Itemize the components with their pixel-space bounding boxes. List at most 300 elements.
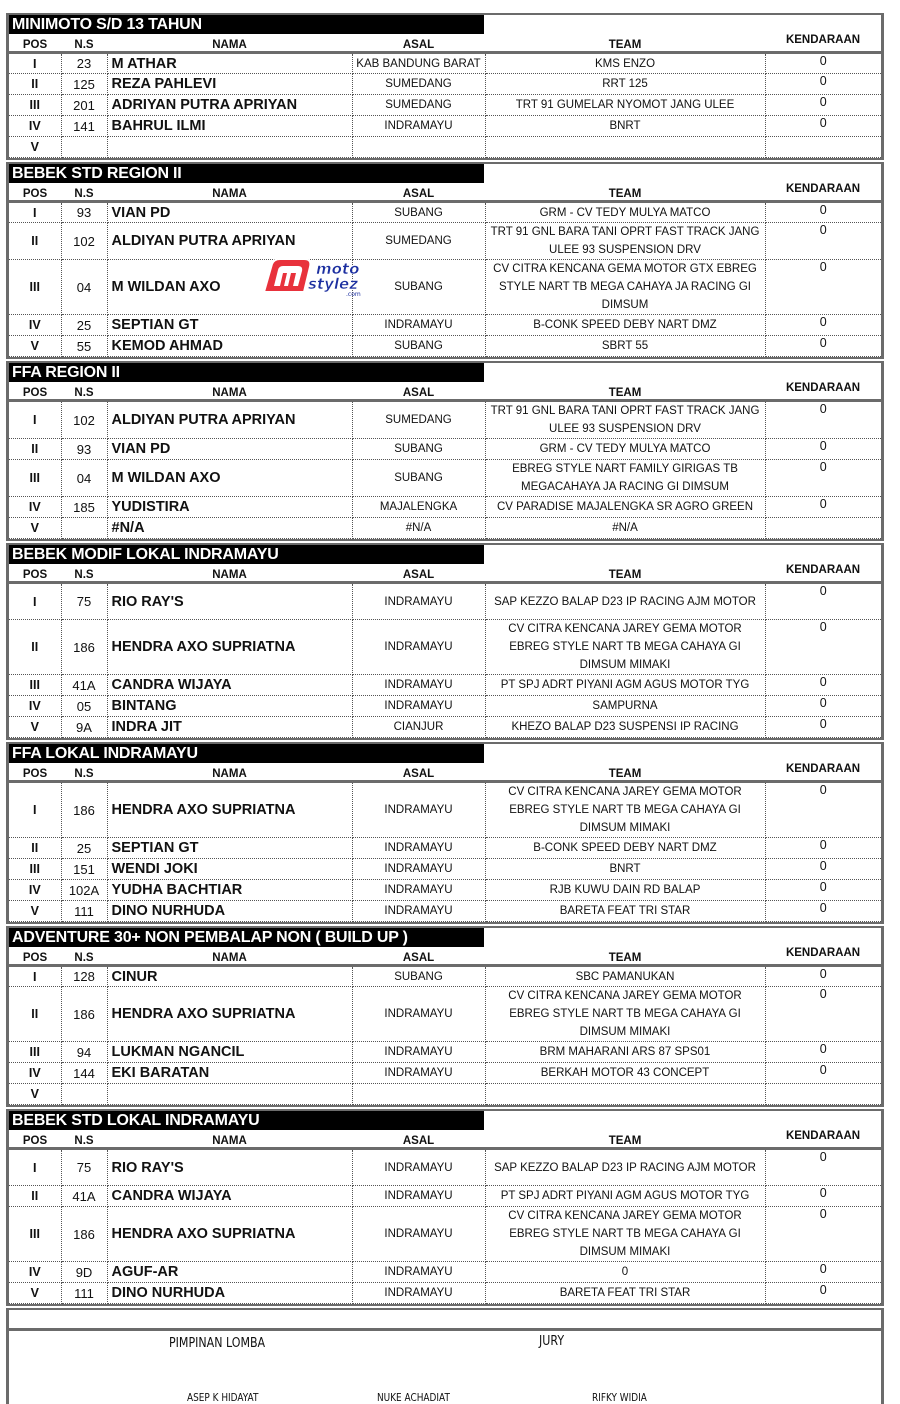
watermark-suffix: .com: [346, 291, 361, 298]
cell-nama: HENDRA AXO SUPRIATNA: [107, 620, 352, 675]
cell-kendaraan: 0: [765, 583, 881, 620]
cell-nama: ALDIYAN PUTRA APRIYAN: [107, 223, 352, 260]
cell-asal: INDRAMAYU: [352, 859, 485, 880]
cell-team: RJB KUWU DAIN RD BALAP: [485, 880, 765, 901]
cell-team: CV CITRA KENCANA JAREY GEMA MOTOR EBREG STYLE NART TB MEGA CAHAYA GI DIMSUM MIMAKI: [485, 782, 765, 838]
result-row: [9, 53, 881, 74]
result-row: [9, 315, 881, 336]
column-header-nama: NAMA: [107, 564, 352, 583]
result-row: [9, 987, 881, 1042]
cell-team: EBREG STYLE NART FAMILY GIRIGAS TB MEGACAHAYA JA RACING GI DIMSUM: [485, 460, 765, 497]
cell-kendaraan: 0: [765, 782, 881, 838]
cell-asal: INDRAMAYU: [352, 880, 485, 901]
column-header-kendaraan: KENDARAAN: [765, 183, 881, 202]
cell-asal: INDRAMAYU: [352, 583, 485, 620]
cell-pos: II: [9, 838, 61, 859]
cell-asal: [352, 137, 485, 158]
cell-asal: SUBANG: [352, 439, 485, 460]
column-header-asal: ASAL: [352, 34, 485, 53]
cell-ns: 186: [61, 987, 107, 1042]
cell-pos: II: [9, 1186, 61, 1207]
cell-asal: SUBANG: [352, 460, 485, 497]
race-class-section: [6, 361, 884, 541]
cell-asal: SUMEDANG: [352, 95, 485, 116]
cell-kendaraan: 0: [765, 1042, 881, 1063]
cell-pos: V: [9, 717, 61, 738]
cell-asal: #N/A: [352, 518, 485, 539]
cell-pos: II: [9, 987, 61, 1042]
cell-ns: 201: [61, 95, 107, 116]
cell-kendaraan: 0: [765, 966, 881, 987]
cell-nama: HENDRA AXO SUPRIATNA: [107, 782, 352, 838]
motostylez-watermark-logo: [258, 254, 378, 298]
result-row: [9, 901, 881, 922]
cell-ns: 41A: [61, 1186, 107, 1207]
section-header: [9, 363, 881, 382]
cell-kendaraan: 0: [765, 859, 881, 880]
cell-nama: YUDHA BACHTIAR: [107, 880, 352, 901]
cell-team: B-CONK SPEED DEBY NART DMZ: [485, 315, 765, 336]
cell-asal: INDRAMAYU: [352, 987, 485, 1042]
section-title: BEBEK MODIF LOKAL INDRAMAYU: [9, 545, 484, 564]
cell-asal: MAJALENGKA: [352, 497, 485, 518]
cell-ns: 04: [61, 460, 107, 497]
cell-pos: IV: [9, 1063, 61, 1084]
section-title: BEBEK STD REGION II: [9, 164, 484, 183]
cell-pos: II: [9, 620, 61, 675]
column-header-ns: N.S: [61, 382, 107, 401]
jury-label: JURY: [539, 1334, 565, 1349]
cell-asal: INDRAMAYU: [352, 1042, 485, 1063]
cell-asal: CIANJUR: [352, 717, 485, 738]
cell-nama: BAHRUL ILMI: [107, 116, 352, 137]
watermark-line1: moto: [316, 260, 360, 278]
result-row: [9, 518, 881, 539]
cell-pos: I: [9, 53, 61, 74]
section-title: BEBEK STD LOKAL INDRAMAYU: [9, 1111, 484, 1130]
cell-nama: AGUF-AR: [107, 1262, 352, 1283]
signatory-3: RIFKY WIDIA: [592, 1392, 647, 1404]
cell-asal: INDRAMAYU: [352, 620, 485, 675]
cell-nama: [107, 137, 352, 158]
cell-kendaraan: 0: [765, 260, 881, 315]
cell-asal: [352, 1084, 485, 1105]
cell-pos: III: [9, 95, 61, 116]
cell-ns: 151: [61, 859, 107, 880]
cell-team: BRM MAHARANI ARS 87 SPS01: [485, 1042, 765, 1063]
cell-kendaraan: 0: [765, 315, 881, 336]
cell-asal: INDRAMAYU: [352, 1262, 485, 1283]
cell-nama: KEMOD AHMAD: [107, 336, 352, 357]
column-header-pos: POS: [9, 763, 61, 782]
pimpinan-lomba-label: PIMPINAN LOMBA: [169, 1336, 266, 1351]
cell-team: CV CITRA KENCANA JAREY GEMA MOTOR EBREG STYLE NART TB MEGA CAHAYA GI DIMSUM MIMAKI: [485, 1207, 765, 1262]
column-header-row: [9, 382, 881, 401]
cell-ns: 23: [61, 53, 107, 74]
column-header-ns: N.S: [61, 34, 107, 53]
column-header-ns: N.S: [61, 1130, 107, 1149]
cell-kendaraan: 0: [765, 1283, 881, 1304]
column-header-row: [9, 1130, 881, 1149]
cell-team: BERKAH MOTOR 43 CONCEPT: [485, 1063, 765, 1084]
cell-pos: III: [9, 260, 61, 315]
cell-nama: VIAN PD: [107, 439, 352, 460]
cell-pos: V: [9, 1283, 61, 1304]
result-row: [9, 95, 881, 116]
result-row: [9, 1283, 881, 1304]
cell-kendaraan: [765, 518, 881, 539]
results-table: [9, 564, 881, 738]
cell-kendaraan: 0: [765, 95, 881, 116]
cell-asal: SUMEDANG: [352, 401, 485, 439]
column-header-team: TEAM: [485, 183, 765, 202]
cell-team: 0: [485, 1262, 765, 1283]
cell-ns: 41A: [61, 675, 107, 696]
cell-ns: 75: [61, 583, 107, 620]
cell-kendaraan: 0: [765, 74, 881, 95]
cell-asal: INDRAMAYU: [352, 838, 485, 859]
section-header: [9, 928, 881, 947]
cell-kendaraan: 0: [765, 987, 881, 1042]
cell-ns: 94: [61, 1042, 107, 1063]
cell-pos: III: [9, 859, 61, 880]
cell-kendaraan: 0: [765, 497, 881, 518]
column-header-pos: POS: [9, 947, 61, 966]
results-table: [9, 34, 881, 158]
cell-ns: 9D: [61, 1262, 107, 1283]
cell-asal: INDRAMAYU: [352, 116, 485, 137]
race-class-section: [6, 543, 884, 740]
cell-team: KHEZO BALAP D23 SUSPENSI IP RACING: [485, 717, 765, 738]
race-class-section: [6, 1109, 884, 1306]
cell-kendaraan: 0: [765, 838, 881, 859]
cell-team: TRT 91 GUMELAR NYOMOT JANG ULEE: [485, 95, 765, 116]
cell-nama: HENDRA AXO SUPRIATNA: [107, 987, 352, 1042]
cell-team: SAP KEZZO BALAP D23 IP RACING AJM MOTOR: [485, 583, 765, 620]
cell-nama: [107, 1084, 352, 1105]
column-header-ns: N.S: [61, 564, 107, 583]
cell-asal: SUMEDANG: [352, 74, 485, 95]
column-header-row: [9, 34, 881, 53]
cell-team: GRM - CV TEDY MULYA MATCO: [485, 202, 765, 223]
result-row: [9, 620, 881, 675]
cell-kendaraan: 0: [765, 223, 881, 260]
result-row: [9, 336, 881, 357]
results-table: [9, 183, 881, 357]
cell-team: KMS ENZO: [485, 53, 765, 74]
cell-asal: SUBANG: [352, 966, 485, 987]
column-header-team: TEAM: [485, 1130, 765, 1149]
cell-ns: 144: [61, 1063, 107, 1084]
cell-asal: INDRAMAYU: [352, 675, 485, 696]
cell-team: GRM - CV TEDY MULYA MATCO: [485, 439, 765, 460]
result-row: [9, 460, 881, 497]
result-row: [9, 838, 881, 859]
cell-nama: CANDRA WIJAYA: [107, 1186, 352, 1207]
column-header-asal: ASAL: [352, 382, 485, 401]
result-row: [9, 1063, 881, 1084]
cell-pos: I: [9, 583, 61, 620]
cell-ns: 75: [61, 1149, 107, 1186]
cell-asal: INDRAMAYU: [352, 901, 485, 922]
cell-pos: IV: [9, 1262, 61, 1283]
cell-kendaraan: 0: [765, 401, 881, 439]
cell-team: CV CITRA KENCANA GEMA MOTOR GTX EBREG STYLE NART TB MEGA CAHAYA JA RACING GI DIMSUM: [485, 260, 765, 315]
cell-ns: 128: [61, 966, 107, 987]
cell-kendaraan: 0: [765, 53, 881, 74]
signature-footer: [6, 1308, 884, 1404]
cell-ns: [61, 518, 107, 539]
cell-nama: ALDIYAN PUTRA APRIYAN: [107, 401, 352, 439]
cell-nama: VIAN PD: [107, 202, 352, 223]
section-header: [9, 744, 881, 763]
cell-team: BNRT: [485, 116, 765, 137]
cell-ns: 05: [61, 696, 107, 717]
column-header-kendaraan: KENDARAAN: [765, 34, 881, 53]
cell-pos: V: [9, 518, 61, 539]
cell-nama: BINTANG: [107, 696, 352, 717]
cell-nama: RIO RAY'S: [107, 583, 352, 620]
watermark-line2: stylez: [308, 275, 358, 293]
cell-ns: 25: [61, 315, 107, 336]
cell-team: TRT 91 GNL BARA TANI OPRT FAST TRACK JANG ULEE 93 SUSPENSION DRV: [485, 401, 765, 439]
result-row: [9, 966, 881, 987]
results-sheet: [6, 13, 884, 1404]
cell-nama: REZA PAHLEVI: [107, 74, 352, 95]
cell-nama: CINUR: [107, 966, 352, 987]
cell-nama: LUKMAN NGANCIL: [107, 1042, 352, 1063]
cell-kendaraan: 0: [765, 1063, 881, 1084]
cell-asal: SUBANG: [352, 260, 485, 315]
column-header-team: TEAM: [485, 564, 765, 583]
cell-pos: III: [9, 460, 61, 497]
cell-team: BARETA FEAT TRI STAR: [485, 901, 765, 922]
footer-spacer-row: [9, 1308, 881, 1331]
column-header-kendaraan: KENDARAAN: [765, 564, 881, 583]
cell-asal: INDRAMAYU: [352, 1063, 485, 1084]
cell-nama: YUDISTIRA: [107, 497, 352, 518]
section-header: [9, 1111, 881, 1130]
cell-kendaraan: 0: [765, 1186, 881, 1207]
column-header-row: [9, 947, 881, 966]
column-header-team: TEAM: [485, 947, 765, 966]
cell-kendaraan: 0: [765, 901, 881, 922]
cell-team: [485, 1084, 765, 1105]
result-row: [9, 116, 881, 137]
cell-kendaraan: 0: [765, 675, 881, 696]
cell-kendaraan: 0: [765, 439, 881, 460]
cell-pos: II: [9, 223, 61, 260]
column-header-nama: NAMA: [107, 947, 352, 966]
cell-nama: M WILDAN AXO: [107, 260, 352, 315]
signatory-2: NUKE ACHADIAT: [377, 1392, 450, 1404]
result-row: [9, 1186, 881, 1207]
column-header-kendaraan: KENDARAAN: [765, 382, 881, 401]
race-class-section: [6, 926, 884, 1107]
result-row: [9, 1042, 881, 1063]
column-header-pos: POS: [9, 1130, 61, 1149]
cell-ns: 102: [61, 223, 107, 260]
cell-ns: 141: [61, 116, 107, 137]
cell-kendaraan: 0: [765, 620, 881, 675]
result-row: [9, 401, 881, 439]
cell-asal: INDRAMAYU: [352, 696, 485, 717]
section-header: [9, 545, 881, 564]
cell-pos: V: [9, 137, 61, 158]
cell-asal: SUMEDANG: [352, 223, 485, 260]
cell-asal: INDRAMAYU: [352, 782, 485, 838]
cell-kendaraan: 0: [765, 202, 881, 223]
results-table: [9, 1130, 881, 1304]
column-header-team: TEAM: [485, 34, 765, 53]
cell-asal: SUBANG: [352, 336, 485, 357]
cell-ns: 102A: [61, 880, 107, 901]
cell-pos: IV: [9, 116, 61, 137]
cell-kendaraan: 0: [765, 116, 881, 137]
cell-kendaraan: [765, 137, 881, 158]
cell-nama: RIO RAY'S: [107, 1149, 352, 1186]
cell-team: BARETA FEAT TRI STAR: [485, 1283, 765, 1304]
column-header-team: TEAM: [485, 382, 765, 401]
cell-pos: II: [9, 439, 61, 460]
cell-nama: INDRA JIT: [107, 717, 352, 738]
cell-pos: IV: [9, 880, 61, 901]
result-row: [9, 137, 881, 158]
cell-nama: #N/A: [107, 518, 352, 539]
cell-ns: 04: [61, 260, 107, 315]
section-title: FFA REGION II: [9, 363, 484, 382]
cell-pos: I: [9, 782, 61, 838]
result-row: [9, 859, 881, 880]
cell-pos: V: [9, 1084, 61, 1105]
race-class-section: [6, 13, 884, 160]
cell-team: SAP KEZZO BALAP D23 IP RACING AJM MOTOR: [485, 1149, 765, 1186]
result-row: [9, 583, 881, 620]
column-header-row: [9, 763, 881, 782]
cell-team: #N/A: [485, 518, 765, 539]
result-row: [9, 675, 881, 696]
column-header-ns: N.S: [61, 947, 107, 966]
column-header-kendaraan: KENDARAAN: [765, 763, 881, 782]
column-header-nama: NAMA: [107, 1130, 352, 1149]
race-class-section: [6, 742, 884, 924]
cell-ns: 125: [61, 74, 107, 95]
cell-team: SBC PAMANUKAN: [485, 966, 765, 987]
cell-nama: DINO NURHUDA: [107, 901, 352, 922]
result-row: [9, 782, 881, 838]
section-title: MINIMOTO S/D 13 TAHUN: [9, 15, 484, 34]
cell-ns: 9A: [61, 717, 107, 738]
result-row: [9, 880, 881, 901]
cell-ns: 102: [61, 401, 107, 439]
cell-team: CV CITRA KENCANA JAREY GEMA MOTOR EBREG STYLE NART TB MEGA CAHAYA GI DIMSUM MIMAKI: [485, 987, 765, 1042]
cell-kendaraan: 0: [765, 460, 881, 497]
cell-pos: V: [9, 901, 61, 922]
cell-team: [485, 137, 765, 158]
cell-team: PT SPJ ADRT PIYANI AGM AGUS MOTOR TYG: [485, 1186, 765, 1207]
cell-ns: 25: [61, 838, 107, 859]
cell-asal: INDRAMAYU: [352, 1149, 485, 1186]
section-title: ADVENTURE 30+ NON PEMBALAP NON ( BUILD UP ): [9, 928, 484, 947]
cell-team: SAMPURNA: [485, 696, 765, 717]
result-row: [9, 202, 881, 223]
cell-kendaraan: 0: [765, 880, 881, 901]
column-header-asal: ASAL: [352, 183, 485, 202]
cell-pos: III: [9, 675, 61, 696]
column-header-nama: NAMA: [107, 34, 352, 53]
cell-team: B-CONK SPEED DEBY NART DMZ: [485, 838, 765, 859]
result-row: [9, 74, 881, 95]
cell-asal: INDRAMAYU: [352, 315, 485, 336]
cell-asal: INDRAMAYU: [352, 1186, 485, 1207]
cell-nama: EKI BARATAN: [107, 1063, 352, 1084]
result-row: [9, 497, 881, 518]
result-row: [9, 717, 881, 738]
cell-nama: M ATHAR: [107, 53, 352, 74]
column-header-kendaraan: KENDARAAN: [765, 1130, 881, 1149]
cell-pos: I: [9, 1149, 61, 1186]
cell-ns: 111: [61, 901, 107, 922]
cell-team: PT SPJ ADRT PIYANI AGM AGUS MOTOR TYG: [485, 675, 765, 696]
column-header-row: [9, 564, 881, 583]
column-header-nama: NAMA: [107, 763, 352, 782]
cell-kendaraan: 0: [765, 696, 881, 717]
column-header-ns: N.S: [61, 763, 107, 782]
cell-nama: M WILDAN AXO: [107, 460, 352, 497]
result-row: [9, 260, 881, 315]
cell-pos: I: [9, 401, 61, 439]
cell-ns: 186: [61, 1207, 107, 1262]
column-header-pos: POS: [9, 183, 61, 202]
cell-ns: 111: [61, 1283, 107, 1304]
cell-asal: KAB BANDUNG BARAT: [352, 53, 485, 74]
cell-pos: III: [9, 1207, 61, 1262]
result-row: [9, 1084, 881, 1105]
cell-nama: WENDI JOKI: [107, 859, 352, 880]
cell-pos: V: [9, 336, 61, 357]
race-class-section: [6, 162, 884, 359]
motostylez-logo-icon: [258, 254, 378, 298]
section-title: FFA LOKAL INDRAMAYU: [9, 744, 484, 763]
cell-team: SBRT 55: [485, 336, 765, 357]
result-row: [9, 1262, 881, 1283]
cell-nama: SEPTIAN GT: [107, 838, 352, 859]
cell-ns: 186: [61, 782, 107, 838]
cell-ns: 93: [61, 202, 107, 223]
cell-team: RRT 125: [485, 74, 765, 95]
cell-pos: IV: [9, 315, 61, 336]
cell-nama: SEPTIAN GT: [107, 315, 352, 336]
result-row: [9, 1149, 881, 1186]
cell-nama: HENDRA AXO SUPRIATNA: [107, 1207, 352, 1262]
results-table: [9, 382, 881, 539]
cell-team: CV PARADISE MAJALENGKA SR AGRO GREEN: [485, 497, 765, 518]
cell-nama: ADRIYAN PUTRA APRIYAN: [107, 95, 352, 116]
section-header: [9, 15, 881, 34]
column-header-ns: N.S: [61, 183, 107, 202]
cell-kendaraan: 0: [765, 1149, 881, 1186]
column-header-asal: ASAL: [352, 947, 485, 966]
cell-ns: [61, 137, 107, 158]
cell-nama: CANDRA WIJAYA: [107, 675, 352, 696]
cell-asal: SUBANG: [352, 202, 485, 223]
cell-asal: INDRAMAYU: [352, 1283, 485, 1304]
cell-ns: 185: [61, 497, 107, 518]
cell-kendaraan: 0: [765, 1207, 881, 1262]
result-row: [9, 1207, 881, 1262]
column-header-asal: ASAL: [352, 564, 485, 583]
column-header-kendaraan: KENDARAAN: [765, 947, 881, 966]
